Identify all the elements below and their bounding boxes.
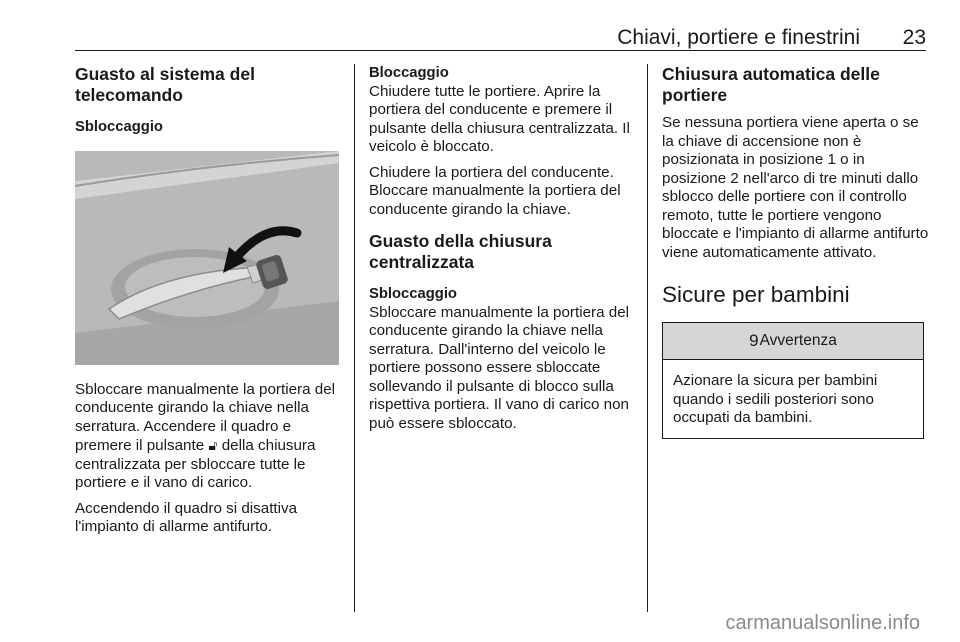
warning-box	[662, 322, 924, 439]
section-heading: Guasto al sistema del telecomando	[75, 64, 255, 105]
section-title: Sicure per bambini	[662, 282, 850, 307]
column-3	[662, 64, 930, 439]
column-divider	[354, 64, 355, 612]
subheading: Sbloccaggio	[75, 119, 163, 135]
door-handle-illustration	[75, 151, 339, 365]
header-rule	[75, 50, 926, 51]
column-divider	[647, 64, 648, 612]
paragraph: Sbloccare manualmente la portiera del conducente girando la chiave nella serratura. Dall'interno del veicolo le portiere possono essere sbloccate sollevando il pulsante di blocco sulla rispettiva portiera. Il vano di carico non può essere sbloccato.	[369, 303, 630, 432]
section-heading: Chiusura automatica delle portiere	[662, 64, 880, 105]
page-number: 23	[902, 26, 926, 49]
column-2	[369, 64, 637, 440]
warning-title: Avvertenza	[759, 331, 837, 349]
paragraph: Chiudere tutte le portiere. Aprire la portiera del conducente e premere il pulsante della chiusura centralizzata. Il veicolo è bloccato.	[369, 82, 630, 155]
section-heading: Guasto della chiusura centralizzata	[369, 231, 552, 272]
warning-header	[663, 323, 923, 360]
header-title: Chiavi, portiere e finestrini	[617, 26, 860, 49]
watermark: carmanualsonline.info	[725, 612, 920, 634]
paragraph: Sbloccare manualmente la portiera del conducente girando la chiave nella serratura. Accendere il quadro e premere il pulsante 🔓︎ della chiusura centralizzata per sbloccare tutte le portiere e il vano di carico.	[75, 380, 336, 491]
subheading: Sbloccaggio	[369, 286, 457, 302]
column-1	[75, 64, 343, 544]
paragraph: Accendendo il quadro si disattiva l'impianto di allarme antifurto.	[75, 499, 298, 535]
warning-icon: 9	[749, 330, 759, 350]
lock-icon: 🔓︎	[208, 437, 218, 453]
warning-text: Azionare la sicura per bambini quando i sedili posteriori sono occupati da bambini.	[673, 372, 878, 426]
paragraph: Se nessuna portiera viene aperta o se la chiave di accensione non è posizionata in posizione 1 o in posizione 2 nell'arco di tre minuti dallo sblocco delle portiere con il controllo remoto, tutte le portiere vengono bloccate e l'impianto di allarme antifurto viene automaticamente attivato.	[662, 114, 929, 261]
subheading: Bloccaggio	[369, 65, 449, 81]
paragraph: Chiudere la portiera del conducente. Bloccare manualmente la portiera del conducente girando la chiave.	[369, 163, 621, 218]
